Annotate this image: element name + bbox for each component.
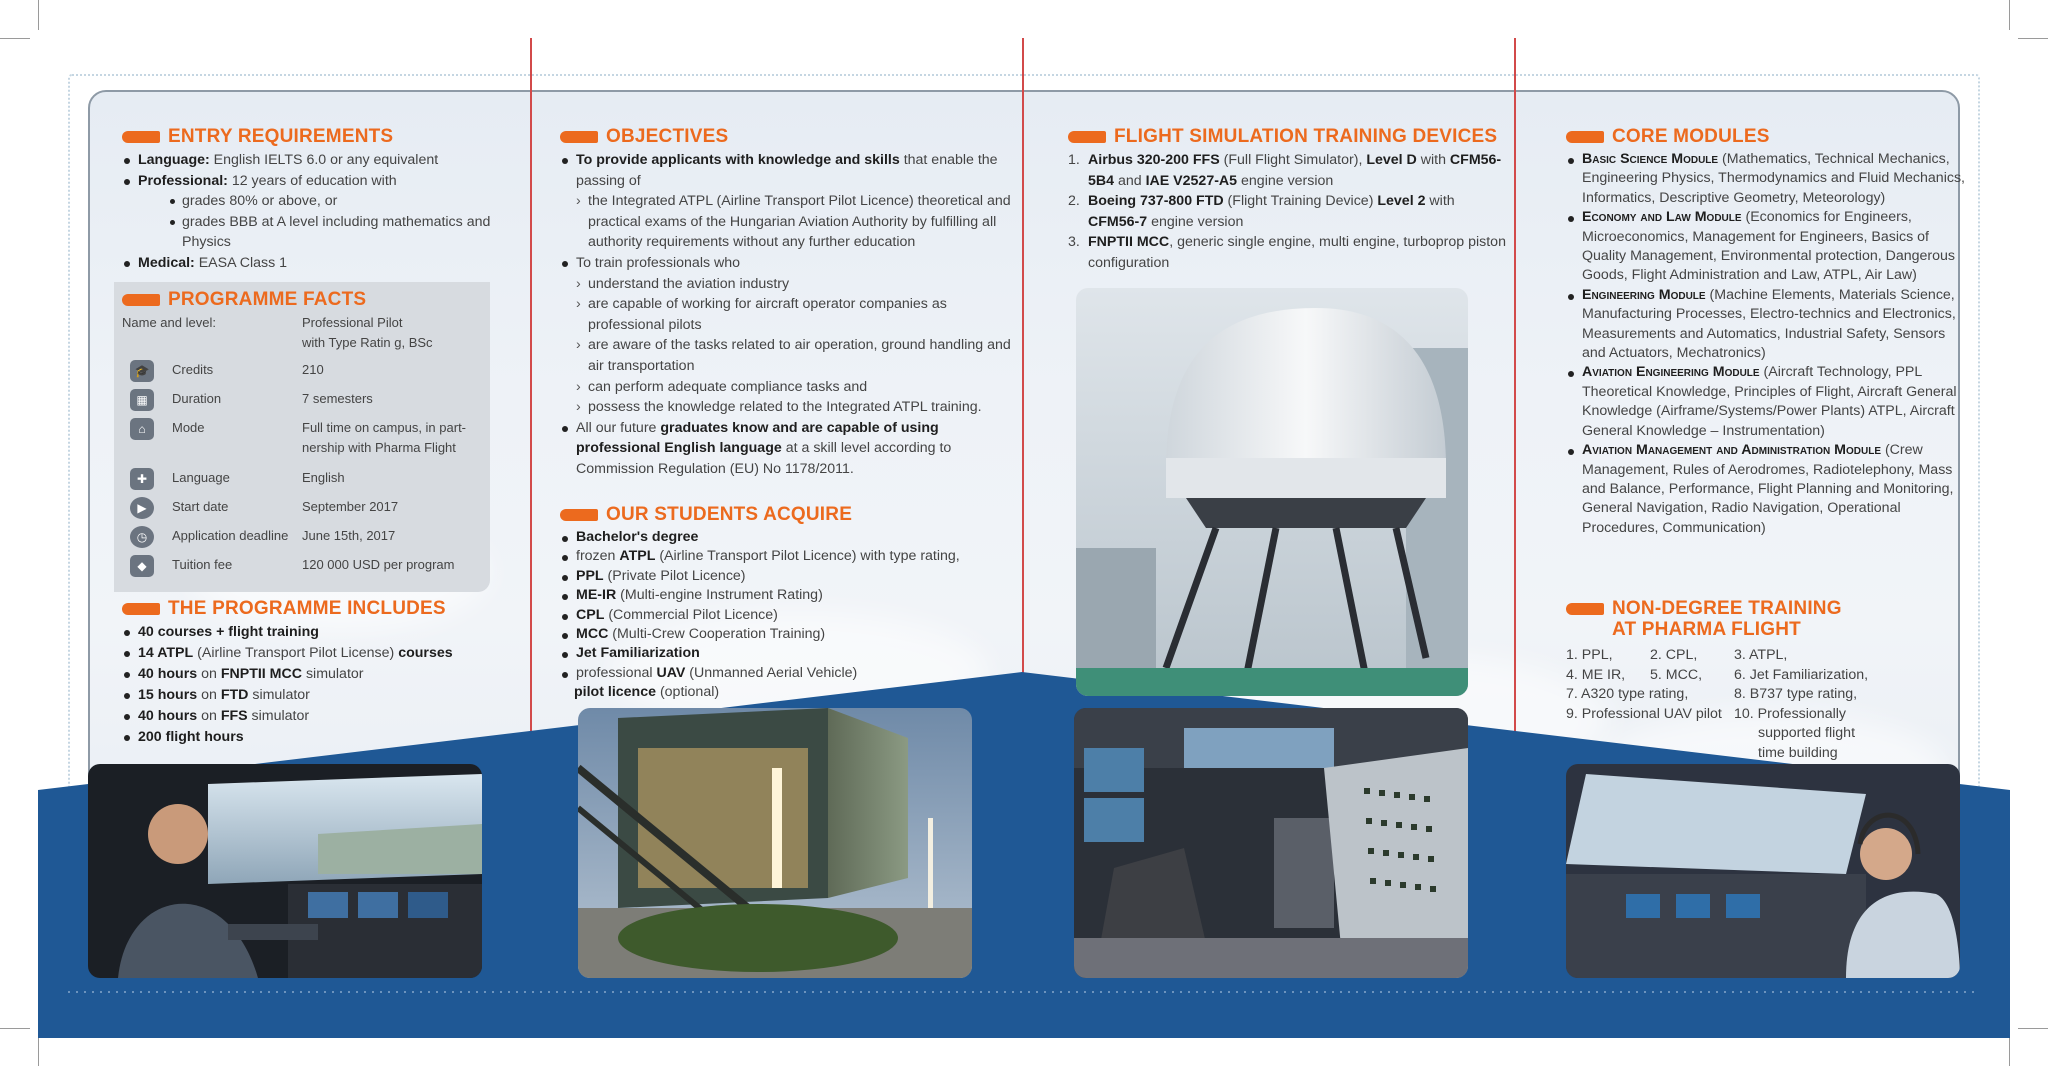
cockpit-student-photo (88, 764, 482, 978)
list-item: 40 hours on FNPTII MCC simulator (122, 664, 512, 685)
programme-facts-table: Name and level: Professional Pilot with Type Ratin g, BSc 🎓 Credits 210 ▦ Duration 7 semesters ⌂ Mode Full time on campus, in part-nership with Pharma Flight ✚ Language English ▶ Start date September 2017 ◷ Application deadline June 15th, 2017 ◆ Tuition fee 120 000 USD per program (122, 313, 498, 593)
list-item: Aviation Engineering Module (Aircraft Technology, PPL Theoretical Knowledge, Principles of Flight, Aircraft General Knowledge (Airframe/Systems/Power Plants) ATPL, Aircraft General Knowledge – Instrumentation) (1566, 363, 1966, 441)
list-item: Professional: 12 years of education with grades 80% or above, or grades BBB at A level including mathematics and Physics (122, 171, 512, 253)
non-degree-list (1566, 646, 1966, 763)
crop-mark (0, 1028, 30, 1029)
mortarboard-icon: 🎓 (130, 360, 154, 382)
list-item: 1. Airbus 320-200 FFS (Full Flight Simulator), Level D with CFM56-5B4 and IAE V2527-A5 engine version (1068, 152, 1502, 189)
play-circle-icon: ▶ (130, 497, 154, 519)
list-item: 7. A320 type rating, (1566, 686, 1689, 702)
list-item: professional UAV (Unmanned Aerial Vehicle) (560, 664, 1012, 683)
list-item: 2. CPL, (1650, 647, 1698, 663)
list-item: › are capable of working for aircraft operator companies as professional pilots (576, 294, 1012, 335)
list-item: Language: English IELTS 6.0 or any equivalent (122, 150, 512, 171)
programme-includes-heading: THE PROGRAMME INCLUDES (122, 598, 512, 620)
list-item: 3. FNPTII MCC, generic single engine, multi engine, turboprop piston configuration (1068, 234, 1506, 271)
crop-mark (38, 1036, 39, 1066)
list-item: ME-IR (Multi-engine Instrument Rating) (560, 586, 1012, 605)
list-item: All our future graduates know and are capable of using professional English language at a skill level according to Commission Regulation (EU) No 1178/2011. (560, 418, 1012, 480)
list-item: Economy and Law Module (Economics for Engineers, Microeconomics, Management for Engineers, Basics of Quality Management, Environmental protection, Dangerous Goods, Flight Administration and Law, ATPL, Air Law) (1566, 208, 1966, 286)
list-item: 15 hours on FTD simulator (122, 685, 512, 706)
entry-requirements-heading: ENTRY REQUIREMENTS (122, 126, 512, 148)
uav-licence-line: pilot licence (optional) (574, 684, 720, 701)
list-item: 2. Boeing 737-800 FTD (Flight Training Device) Level 2 with CFM56-7 engine version (1068, 193, 1455, 230)
list-item: Aviation Management and Administration Module (Crew Management, Rules of Aerodromes, Radiotelephony, Mass and Balance, Performance, Flight Planning and Monitoring, General Navigation, Radio Navigation, Operational Procedures, Communication) (1566, 441, 1966, 538)
list-item: Jet Familiarization (560, 644, 1012, 663)
list-item: Medical: EASA Class 1 (122, 253, 512, 274)
list-item: Basic Science Module (Mathematics, Technical Mechanics, Engineering Physics, Thermodynamics and Fluid Mechanics, Informatics, Descriptive Geometry, Meteorology) (1566, 150, 1966, 208)
list-item: 4. ME IR, (1566, 666, 1626, 683)
programme-facts-heading: PROGRAMME FACTS (122, 289, 498, 311)
building-icon: ⌂ (130, 418, 154, 440)
list-item: grades BBB at A level including mathematics and Physics (168, 212, 512, 253)
list-item: 40 courses + flight training (122, 622, 512, 643)
list-item: 1. PPL, (1566, 647, 1613, 663)
students-acquire-heading: OUR STUDENTS ACQUIRE (560, 504, 1012, 526)
list-item: › the Integrated ATPL (Airline Transport Pilot Licence) theoretical and practical exams of the Hungarian Aviation Authority by fulfilling all authority requirements without any further education (576, 191, 1012, 253)
crop-mark (2009, 0, 2010, 30)
list-item: › possess the knowledge related to the Integrated ATPL training. (576, 397, 1012, 418)
objectives-section (560, 126, 1012, 480)
list-item: To train professionals who › understand the aviation industry › are capable of working for aircraft operator companies as professional pilots › are aware of the tasks related to air operation, ground handling and air transportation › can perform adequate compliance tasks and › possess the knowledge related to the Integrated ATPL training. (560, 253, 1012, 418)
crop-mark (2009, 1036, 2010, 1066)
list-item: 8. B737 type rating, (1734, 686, 1858, 702)
full-flight-simulator-photo (1076, 288, 1468, 696)
crop-mark (38, 0, 39, 30)
list-item: frozen ATPL (Airline Transport Pilot Licence) with type rating, (560, 547, 1012, 566)
core-modules-section (1566, 126, 1966, 538)
simulation-devices-section (1068, 126, 1508, 274)
non-degree-training-section (1566, 598, 1966, 763)
cockpit-pilot-headset-photo (1566, 764, 1960, 978)
simulator-cabin-interior-photo (1074, 708, 1468, 978)
list-item: Bachelor's degree (560, 528, 1012, 547)
price-tag-icon: ◆ (130, 555, 154, 577)
crop-mark (0, 38, 30, 39)
list-item: 5. MCC, (1650, 666, 1703, 683)
list-item: PPL (Private Pilot Licence) (560, 567, 1012, 586)
programme-includes-section (122, 598, 512, 748)
list-item: › understand the aviation industry (576, 274, 1012, 295)
list-item: 40 hours on FFS simulator (122, 706, 512, 727)
list-item: › can perform adequate compliance tasks and (576, 377, 1012, 398)
students-acquire-section (560, 504, 1012, 703)
list-item: grades 80% or above, or (168, 191, 512, 212)
list-item: 6. Jet Familiarization, (1734, 666, 1869, 683)
objectives-heading: OBJECTIVES (560, 126, 1012, 148)
list-item: 14 ATPL (Airline Transport Pilot License) courses (122, 643, 512, 664)
list-item: 200 flight hours (122, 727, 512, 748)
crop-mark (2018, 38, 2048, 39)
crop-mark (2018, 1028, 2048, 1029)
brochure-sheet (38, 38, 2010, 1038)
list-item: CPL (Commercial Pilot Licence) (560, 606, 1012, 625)
simulation-devices-heading: FLIGHT SIMULATION TRAINING DEVICES (1068, 126, 1508, 148)
list-item: 3. ATPL, (1734, 647, 1788, 663)
list-item: To provide applicants with knowledge and skills that enable the passing of › the Integrated ATPL (Airline Transport Pilot Licence) theoretical and practical exams of the Hungarian Aviation Authority by fulfilling all authority requirements without any further education (560, 150, 1012, 253)
core-modules-heading: CORE MODULES (1566, 126, 1966, 148)
uk-flag-icon: ✚ (130, 468, 154, 490)
list-item: 10. Professionally supported flight time building (1734, 705, 1856, 761)
non-degree-heading: NON-DEGREE TRAINING AT PHARMA FLIGHT (1566, 598, 1966, 640)
campus-building-photo (578, 708, 972, 978)
calendar-icon: ▦ (130, 389, 154, 411)
list-item: › are aware of the tasks related to air operation, ground handling and air transportation (576, 335, 1012, 376)
stopwatch-icon: ◷ (130, 526, 154, 548)
entry-requirements-section (122, 126, 512, 274)
list-item: MCC (Multi-Crew Cooperation Training) (560, 625, 1012, 644)
programme-facts-section (122, 289, 498, 311)
list-item: 9. Professional UAV pilot (1566, 705, 1722, 722)
list-item: Engineering Module (Machine Elements, Materials Science, Manufacturing Processes, Electro-technics and Electronics, Measurements and Automatics, Industrial Safety, Sensors and Actuators, Mechatronics) (1566, 286, 1966, 364)
